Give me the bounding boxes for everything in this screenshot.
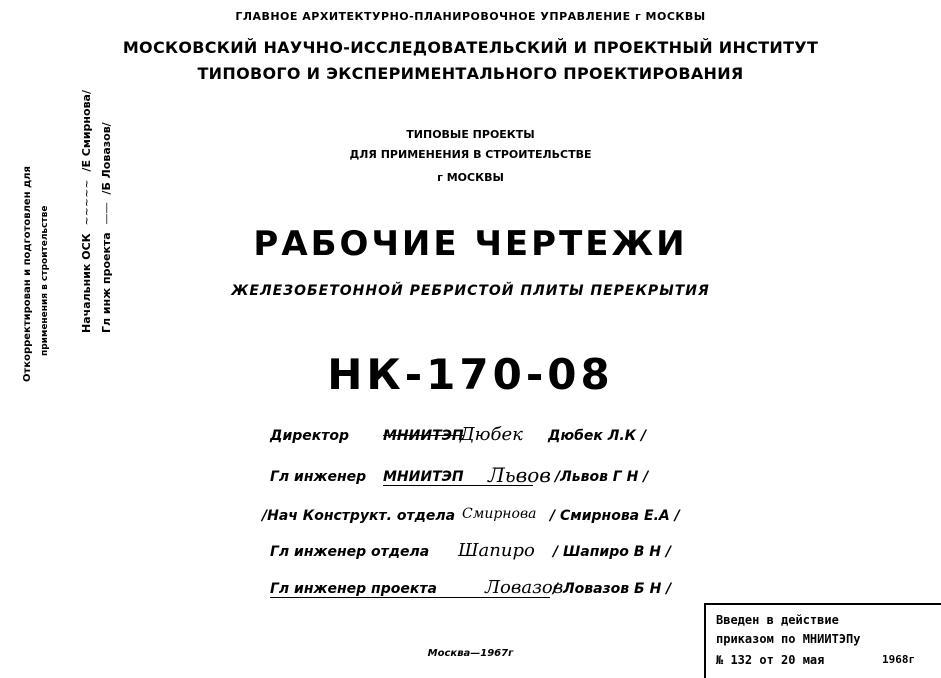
series-line2: ДЛЯ ПРИМЕНЕНИЯ В СТРОИТЕЛЬСТВЕ: [349, 148, 592, 161]
signature-role: Директор: [270, 428, 350, 444]
authority-heading: ГЛАВНОЕ АРХИТЕКТУРНО-ПЛАНИРОВОЧНОЕ УПРАВЛЕНИЕ г МОСКВЫ: [235, 10, 706, 23]
stamp-line3-order: № 132 от 20 мая: [716, 653, 825, 667]
signature-role: Гл инженер: [270, 469, 367, 485]
document-title: РАБОЧИЕ ЧЕРТЕЖИ: [253, 224, 688, 264]
project-code: НК-170-08: [327, 350, 614, 399]
signature-row-dept-engineer: [0, 540, 941, 574]
handwritten-signature: Шапиро: [458, 540, 535, 561]
signature-role: Гл инженер проекта: [270, 581, 550, 598]
side-note-col1-line2: применения в строительстве: [40, 205, 50, 356]
signature-row-director: [0, 424, 941, 458]
side-note-name: /Е Смирнова/: [80, 90, 93, 172]
signature-role: Гл инженер отдела: [270, 544, 430, 560]
signature-name: Дюбек Л.К /: [548, 428, 647, 444]
side-note-name: /Б Ловазов/: [100, 122, 113, 195]
stamp-line3-year: 1968г: [882, 653, 916, 666]
side-note-role: Начальник ОСК: [80, 233, 93, 333]
signature-name: / Смирнова Е.А /: [550, 508, 680, 524]
signature-role: /Нач Конструкт. отдела: [262, 508, 456, 524]
side-note-col2-line2: [100, 122, 113, 333]
signature-name: / Шапиро В Н /: [553, 544, 671, 560]
enactment-stamp: [704, 603, 941, 678]
document-subtitle: ЖЕЛЕЗОБЕТОННОЙ РЕБРИСТОЙ ПЛИТЫ ПЕРЕКРЫТИЯ: [231, 283, 710, 299]
signature-name: /Львов Г Н /: [555, 469, 649, 485]
side-note-col1-line1: Откорректирован и подготовлен для: [22, 166, 33, 382]
series-line3: г МОСКВЫ: [437, 171, 504, 184]
handwritten-signature: Ловазов: [485, 577, 564, 598]
handwritten-signature: ~~~~~: [80, 179, 93, 226]
signature-org: МНИИТЭП: [383, 469, 533, 486]
signature-row-chief-engineer: [0, 463, 941, 499]
stamp-line1: Введен в действие: [716, 613, 839, 627]
handwritten-signature: Смирнова: [462, 506, 537, 522]
handwritten-signature: Дюбек: [460, 424, 523, 445]
institute-name-line2: ТИПОВОГО И ЭКСПЕРИМЕНТАЛЬНОГО ПРОЕКТИРОВАНИЯ: [197, 64, 744, 83]
signature-row-head-structural: [0, 508, 941, 538]
side-note-col2-line1: [80, 90, 93, 333]
signature-org: МНИИТЭП: [383, 428, 464, 444]
series-line1: ТИПОВЫЕ ПРОЕКТЫ: [406, 128, 535, 141]
institute-name-line1: МОСКОВСКИЙ НАУЧНО-ИССЛЕДОВАТЕЛЬСКИЙ И ПРОЕКТНЫЙ ИНСТИТУТ: [122, 38, 819, 57]
side-note-role: Гл инж проекта: [100, 232, 113, 333]
stamp-line2: приказом по МНИИТЭПу: [716, 632, 861, 646]
handwritten-signature: ——: [100, 202, 113, 225]
signature-name: / Ловазов Б Н /: [553, 581, 672, 597]
handwritten-signature: Львов: [488, 463, 551, 487]
place-and-year: Москва—1967г: [427, 648, 514, 659]
